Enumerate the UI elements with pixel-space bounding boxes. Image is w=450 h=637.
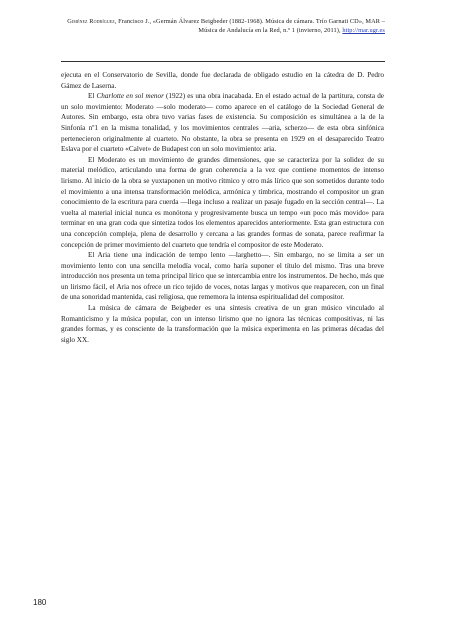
running-header	[55, 17, 385, 35]
header-citation: , Francisco J., «Germán Álvarez Beigbeder (1882-1968). Música de cámara. Trío Garnati CD», MAR – Música de Andalucía en la Red, n.º 1 (invierno, 2011),	[114, 18, 385, 34]
paragraph-2: El Charlotte en sol menor (1922) es una obra inacabada. En el estado actual de la partitura, consta de un solo movimiento: Moderato —solo moderato— como aparece en el catálogo de la Sociedad General de Autores. Sin embargo, esta obra tuvo varias fases de existencia. Su composición es simultánea a la de la Sinfonía nº1 en la misma tonalidad, y los movimientos centrales —aria, scherzo— de esta obra sinfónica pertenecieron originalmente al cuarteto. No obstante, la obra se presenta en 1929 en el desaparecido Teatro Eslava por el cuarteto «Calvet» de Budapest con un solo movimiento: aria.	[61, 92, 384, 154]
page-number: 180	[33, 598, 47, 607]
header-rule	[61, 61, 385, 62]
body-text	[61, 70, 384, 345]
header-url-link[interactable]: http://mar.ugr.es	[342, 27, 385, 34]
paragraph-4: El Aria tiene una indicación de tempo lento —larghetto—. Sin embargo, no se limita a ser un movimiento lento con una sencilla melodía vocal, como haría suponer el título del mismo. Tras una breve introducción nos presenta un tema principal lírico que se intercambia entre los instrumentos. De hecho, más que un lirismo fácil, el Aria nos ofrece un rico tejido de voces, notas largas y motivos que reaparecen, con un final de una sonoridad mantenida, casi religiosa, que rememora la intensa espiritualidad del compositor.	[61, 251, 384, 302]
paragraph-1: ejecuta en el Conservatorio de Sevilla, donde fue declarada de obligado estudio en la cátedra de D. Pedro Gámez de Laserna.	[61, 71, 384, 90]
paragraph-3: El Moderato es un movimiento de grandes dimensiones, que se caracteriza por la solidez de su material melódico, articulando una forma de gran coherencia a la vez que contiene momentos de intenso lirismo. Al inicio de la obra se yuxtaponen un motivo rítmico y otro más lírico que son sometidos durante todo el movimiento a una intensa transformación melódica, armónica y tímbrica, mostrando el compositor un gran conocimiento de la escritura para cuerda —llega incluso a realizar un pasaje fugado en la sección central—. La vuelta al material inicial nunca es monótona y progresivamente busca un tempo «un poco más movido» para terminar en una gran coda que sintetiza todos los elementos aparecidos anteriormente. Esta gran estructura con una concepción compleja, plena de desarrollo y cercana a las grandes formas de sonata, parece reafirmar la concepción de primer movimiento del cuarteto que tendría el compositor de este Moderato.	[61, 155, 384, 249]
paragraph-5: La música de cámara de Beigbeder es una síntesis creativa de un gran músico vinculado al Romanticismo y la música popular, con un intenso lirismo que no ignora las técnicas compositivas, ni las grandes formas, y es consciente de la transformación que la música experimenta en las primeras décadas del siglo XX.	[61, 304, 384, 344]
work-title: Charlotte en sol menor	[96, 92, 164, 101]
header-author: Giménez Rodríguez	[67, 18, 115, 25]
